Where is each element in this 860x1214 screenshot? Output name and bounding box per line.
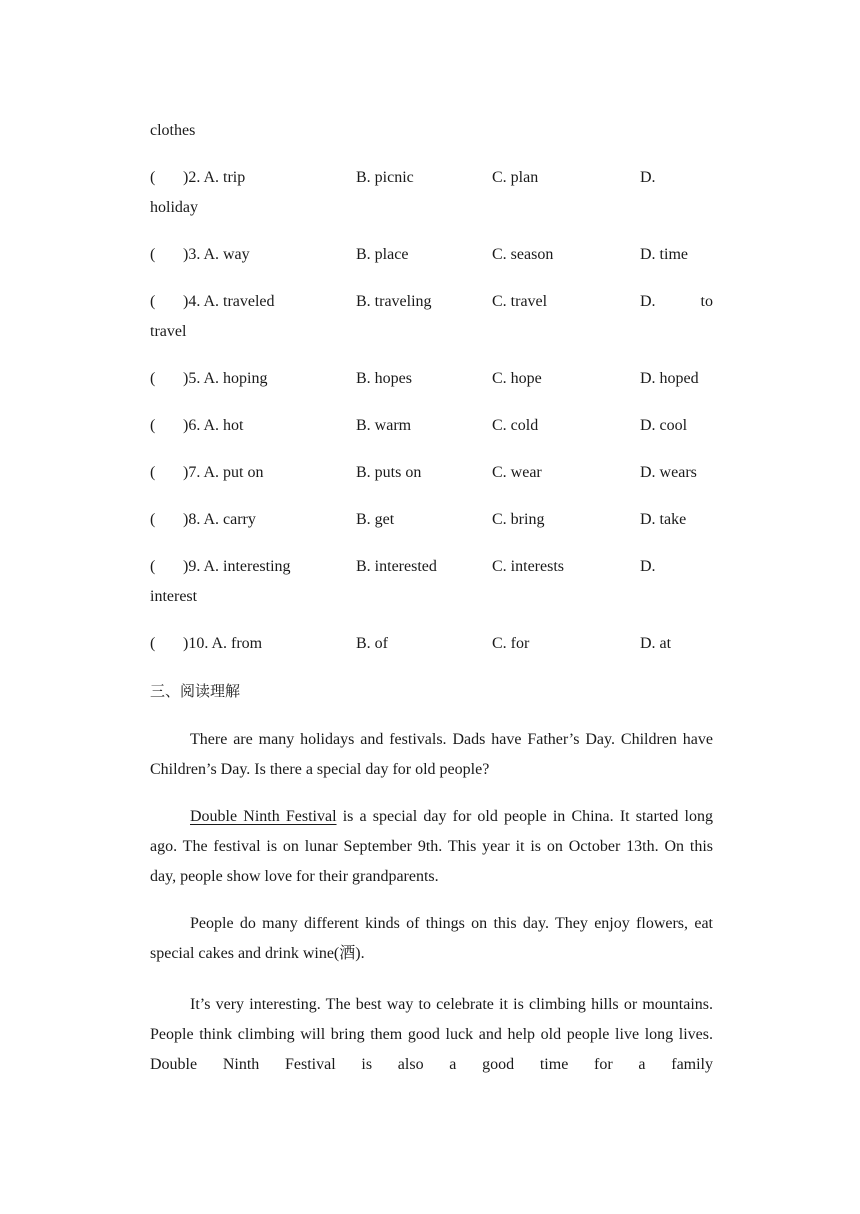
question-2-c: C. plan: [492, 169, 539, 186]
question-3-d: D. time: [640, 246, 688, 263]
question-7-b: B. puts on: [356, 464, 422, 481]
question-3-b: B. place: [356, 246, 409, 263]
question-7-d: D. wears: [640, 464, 697, 481]
underlined-term: Double Ninth Festival: [190, 808, 337, 825]
question-8-b: B. get: [356, 511, 395, 528]
question-2-a: ( )2. A. trip: [150, 169, 246, 186]
question-10-b: B. of: [356, 635, 388, 652]
question-6-a: ( )6. A. hot: [150, 417, 244, 434]
question-9-a: ( )9. A. interesting: [150, 558, 291, 575]
question-4-b: B. traveling: [356, 293, 432, 310]
reading-paragraph-1: There are many holidays and festivals. Dads have Father’s Day. Children have Children’s Day. Is there a special day for old people?: [150, 731, 713, 778]
question-7-a: ( )7. A. put on: [150, 464, 264, 481]
question-2-b: B. picnic: [356, 169, 414, 186]
reading-paragraph-3: People do many different kinds of things on this day. They enjoy flowers, eat special cakes and drink wine(酒).: [150, 915, 713, 962]
question-4-a: ( )4. A. traveled: [150, 293, 275, 310]
question-1-wrap-text: clothes: [150, 122, 196, 139]
question-10-d: D. at: [640, 635, 672, 652]
question-4-wrap-text: travel: [150, 323, 187, 340]
question-5-c: C. hope: [492, 370, 542, 387]
question-9-wrap-text: interest: [150, 588, 198, 605]
question-9-b: B. interested: [356, 558, 437, 575]
reading-paragraph-4: It’s very interesting. The best way to celebrate it is climbing hills or mountains. People think climbing will bring them good luck and help old people live long lives. Double Ninth Festival is also a good time for a family: [150, 996, 713, 1073]
question-5-d: D. hoped: [640, 370, 699, 387]
question-5-b: B. hopes: [356, 370, 412, 387]
question-6-c: C. cold: [492, 417, 539, 434]
question-4-c: C. travel: [492, 293, 548, 310]
reading-paragraph-2: Double Ninth Festival is a special day for old people in China. It started long ago. The festival is on lunar September 9th. This year it is on October 13th. On this day, people show love for their grandparents.: [150, 808, 713, 885]
section-heading: 三、阅读理解: [150, 682, 241, 700]
question-5-a: ( )5. A. hoping: [150, 370, 268, 387]
question-8-c: C. bring: [492, 511, 545, 528]
question-8-a: ( )8. A. carry: [150, 511, 256, 528]
question-3-a: ( )3. A. way: [150, 246, 250, 263]
question-10-a: ( )10. A. from: [150, 635, 263, 652]
question-6-d: D. cool: [640, 417, 688, 434]
question-10-c: C. for: [492, 635, 530, 652]
question-7-c: C. wear: [492, 464, 542, 481]
question-8-d: D. take: [640, 511, 687, 528]
question-9-c: C. interests: [492, 558, 564, 575]
question-4-d: D. to: [640, 293, 713, 310]
question-2-wrap-text: holiday: [150, 199, 198, 216]
question-9-d: D.: [640, 558, 656, 575]
question-2-d: D.: [640, 169, 656, 186]
question-3-c: C. season: [492, 246, 554, 263]
question-6-b: B. warm: [356, 417, 412, 434]
